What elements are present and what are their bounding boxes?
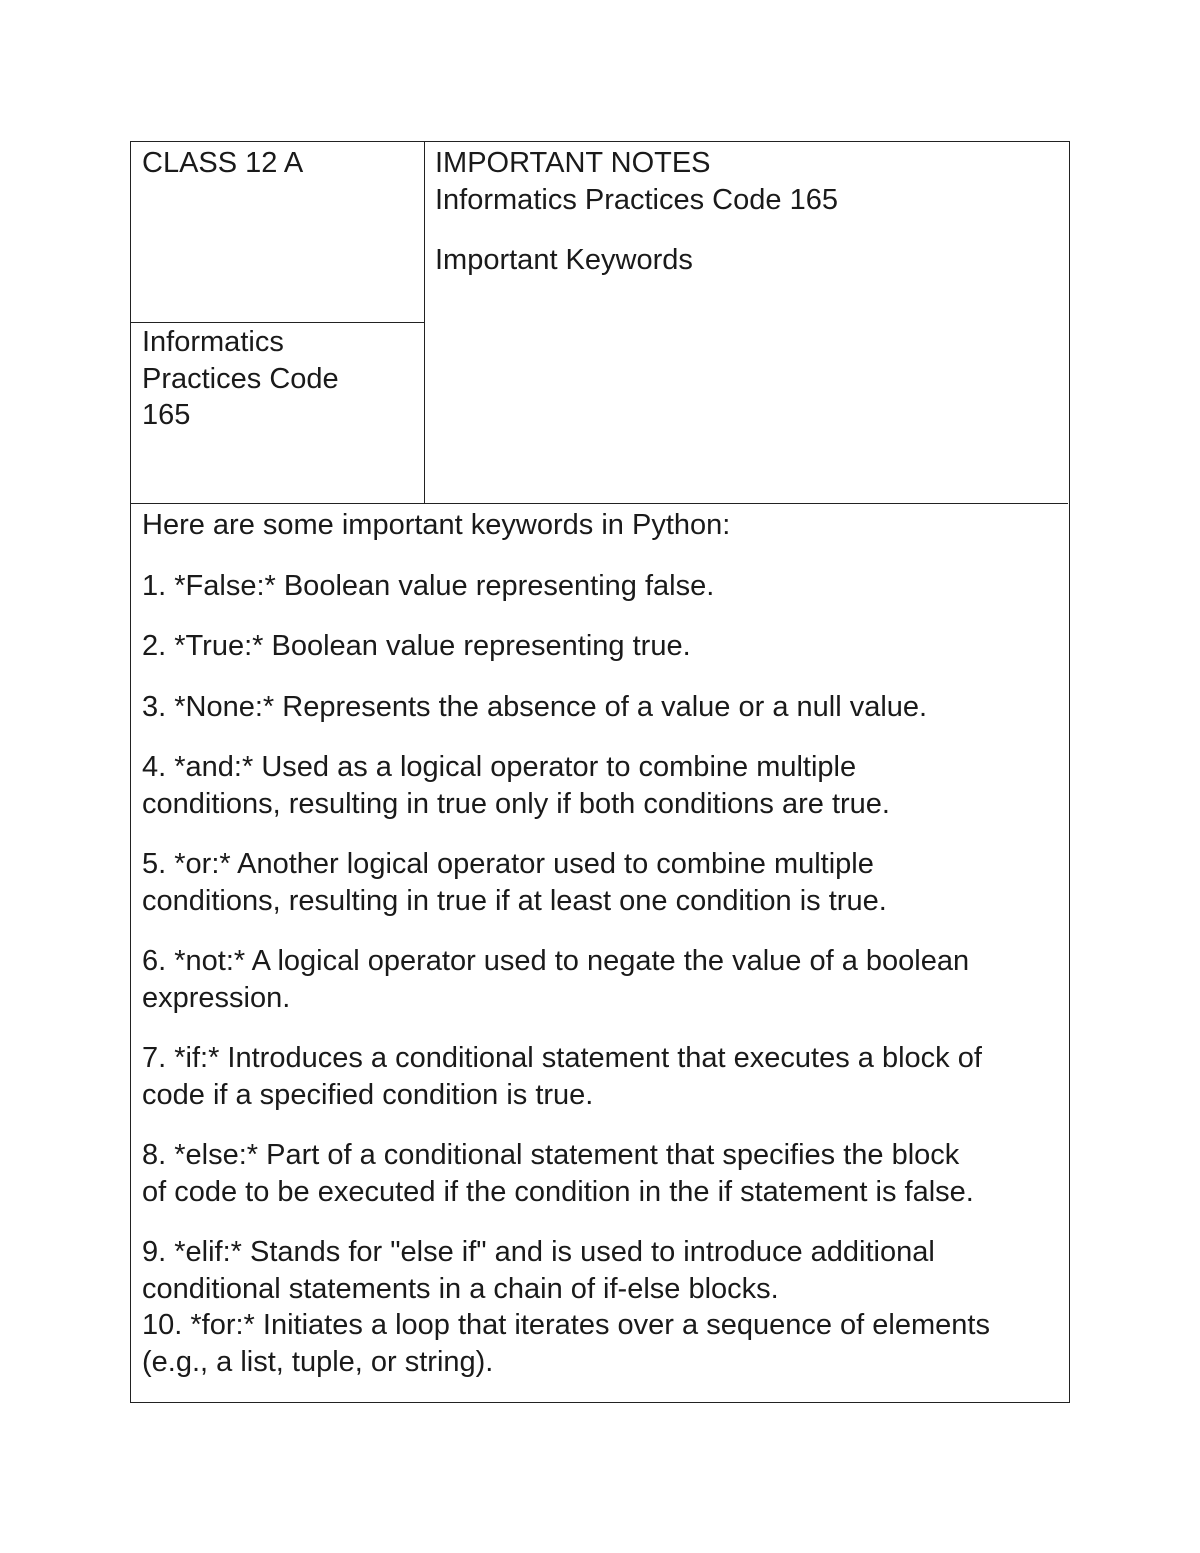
notes-subtitle: Informatics Practices Code 165 bbox=[435, 183, 838, 216]
keyword-item: 7. *if:* Introduces a conditional statement that executes a block of code if a specified condition is true. bbox=[142, 1042, 982, 1111]
keyword-item: 4. *and:* Used as a logical operator to combine multiple conditions, resulting in true only if both conditions are true. bbox=[142, 751, 890, 820]
class-cell bbox=[131, 142, 425, 323]
keyword-item: 3. *None:* Represents the absence of a value or a null value. bbox=[142, 690, 928, 723]
keywords-body-cell bbox=[131, 503, 1068, 1401]
notes-header-cell bbox=[425, 142, 1069, 503]
class-label: CLASS 12 A bbox=[142, 147, 304, 179]
notes-topic: Important Keywords bbox=[435, 244, 693, 276]
keyword-item: 1. *False:* Boolean value representing false. bbox=[142, 569, 715, 602]
keyword-item: 8. *else:* Part of a conditional statement that specifies the block of code to be executed if the condition in the if statement is false. bbox=[142, 1139, 974, 1208]
subject-line: Informatics bbox=[142, 326, 284, 358]
subject-line: 165 bbox=[142, 399, 191, 431]
keyword-item: 2. *True:* Boolean value representing true. bbox=[142, 630, 691, 662]
keyword-item: 10. *for:* Initiates a loop that iterates over a sequence of elements (e.g., a list, tuple, or string). bbox=[142, 1309, 990, 1378]
subject-line: Practices Code bbox=[142, 362, 339, 395]
intro-text: Here are some important keywords in Python: bbox=[142, 509, 731, 541]
subject-cell bbox=[131, 323, 425, 503]
keyword-item: 6. *not:* A logical operator used to negate the value of a boolean expression. bbox=[142, 945, 970, 1014]
notes-title: IMPORTANT NOTES bbox=[435, 147, 711, 179]
notes-table bbox=[130, 141, 1070, 1403]
keyword-item: 5. *or:* Another logical operator used to combine multiple conditions, resulting in true if at least one condition is true. bbox=[142, 848, 887, 917]
keyword-item: 9. *elif:* Stands for "else if" and is used to introduce additional conditional statements in a chain of if-else blocks. bbox=[142, 1236, 935, 1305]
